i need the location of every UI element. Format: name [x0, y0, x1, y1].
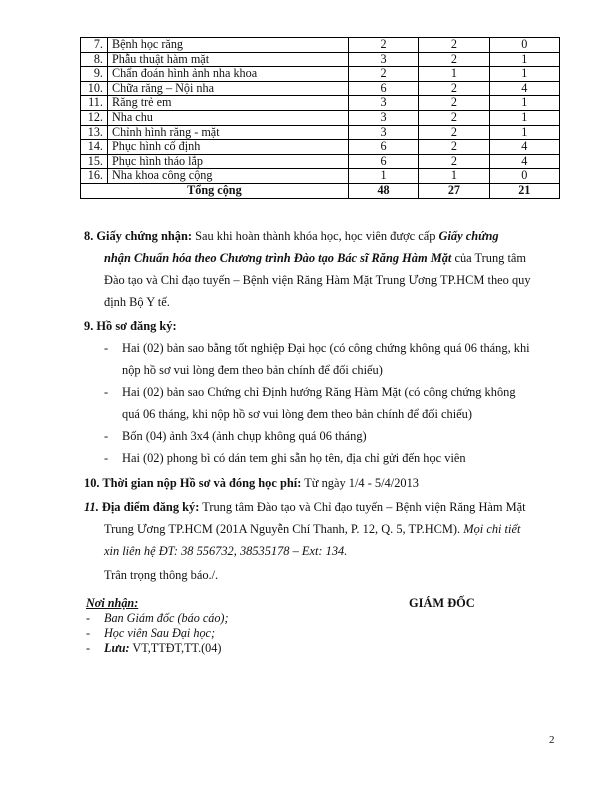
section-certificate — [84, 225, 560, 313]
list-item: - Bốn (04) ảnh 3x4 (ảnh chụp không quá 06 tháng) — [84, 425, 560, 447]
table-cell-c: 0 — [489, 38, 559, 53]
table-cell-b: 2 — [419, 52, 489, 67]
table-cell-b: 1 — [419, 67, 489, 82]
list-item: - Hai (02) phong bì có dán tem ghi sẵn họ tên, địa chỉ gửi đến học viên — [84, 447, 560, 469]
table-cell-c: 4 — [489, 81, 559, 96]
table-cell-a: 3 — [348, 125, 418, 140]
recipients-title: Nơi nhận: — [86, 596, 139, 610]
table-cell-c: 1 — [489, 67, 559, 82]
table-cell-a: 6 — [348, 81, 418, 96]
table-cell-no: 16. — [81, 169, 108, 184]
total-cell-b: 27 — [419, 183, 489, 198]
table-row — [81, 52, 560, 67]
recipients-block — [86, 596, 229, 656]
table-cell-no: 8. — [81, 52, 108, 67]
table-row — [81, 96, 560, 111]
table-row — [81, 67, 560, 82]
table-cell-c: 1 — [489, 52, 559, 67]
table-cell-a: 6 — [348, 154, 418, 169]
section-deadline: 10. Thời gian nộp Hồ sơ và đóng học phí: Từ ngày 1/4 - 5/4/2013 — [84, 476, 419, 490]
dash-bullet-icon: - — [104, 341, 109, 355]
table-cell-name: Chỉnh hình răng - mặt — [107, 125, 348, 140]
table-cell-c: 4 — [489, 154, 559, 169]
table-cell-no: 12. — [81, 110, 108, 125]
list-item: - Hai (02) bản sao Chứng chỉ Định hướng Răng Hàm Mặt (có công chứng không quá 06 tháng, khi nộp hồ sơ vui lòng đem theo bản chính để đối chiếu) — [84, 381, 560, 425]
page-number: 2 — [549, 734, 555, 746]
table-row — [81, 140, 560, 155]
list-item: - Hai (02) bản sao bằng tốt nghiệp Đại học (có công chứng không quá 06 tháng, khi nộp hồ sơ vui lòng đem theo bản chính để đối chiếu) — [84, 337, 560, 381]
table-row — [81, 169, 560, 184]
dash-bullet-icon: - — [104, 385, 109, 399]
table-cell-name: Bệnh học răng — [107, 38, 348, 53]
table-cell-name: Phục hình tháo lắp — [107, 154, 348, 169]
table-cell-c: 1 — [489, 110, 559, 125]
dash-bullet-icon: - — [104, 451, 109, 465]
closing-text: Trân trọng thông báo./. — [104, 568, 219, 582]
table-row — [81, 81, 560, 96]
table-cell-a: 6 — [348, 140, 418, 155]
director-title: GIÁM ĐỐC — [409, 596, 475, 610]
table-cell-no: 7. — [81, 38, 108, 53]
dash-bullet-icon: - — [104, 429, 109, 443]
table-row — [81, 125, 560, 140]
table-cell-a: 1 — [348, 169, 418, 184]
table-row — [81, 110, 560, 125]
dash-bullet-icon: - — [86, 611, 91, 625]
table-cell-a: 3 — [348, 110, 418, 125]
table-cell-b: 2 — [419, 110, 489, 125]
section-certificate-line-1: 8. Giấy chứng nhận: Sau khi hoàn thành khóa học, học viên được cấp Giấy chứng — [84, 229, 499, 243]
recipient-item: - Học viên Sau Đại học; — [86, 626, 216, 640]
total-cell-a: 48 — [348, 183, 418, 198]
table-cell-b: 2 — [419, 96, 489, 111]
table-cell-no: 13. — [81, 125, 108, 140]
table-total-row — [81, 183, 560, 198]
table-cell-b: 2 — [419, 140, 489, 155]
section-documents-title: 9. Hồ sơ đăng ký: — [84, 319, 177, 333]
table-cell-b: 2 — [419, 154, 489, 169]
section-certificate-line-4: định Bộ Y tế. — [104, 295, 170, 309]
table-cell-b: 2 — [419, 81, 489, 96]
table-cell-no: 10. — [81, 81, 108, 96]
table-row — [81, 154, 560, 169]
table-cell-a: 2 — [348, 67, 418, 82]
section-documents — [84, 315, 560, 469]
section-certificate-line-3: Đào tạo và Chỉ đạo tuyến – Bệnh viện Răng Hàm Mặt Trung Ương TP.HCM theo quy — [104, 273, 531, 287]
table-cell-name: Chẩn đoán hình ảnh nha khoa — [107, 67, 348, 82]
table-cell-b: 2 — [419, 38, 489, 53]
table-cell-name: Răng trẻ em — [107, 96, 348, 111]
table-cell-c: 0 — [489, 169, 559, 184]
table-cell-name: Chữa răng – Nội nha — [107, 81, 348, 96]
table-cell-name: Nha khoa công cộng — [107, 169, 348, 184]
table-cell-a: 3 — [348, 52, 418, 67]
table-cell-a: 2 — [348, 38, 418, 53]
table-cell-no: 14. — [81, 140, 108, 155]
table-cell-no: 11. — [81, 96, 108, 111]
table-cell-name: Phục hình cố định — [107, 140, 348, 155]
table-cell-b: 1 — [419, 169, 489, 184]
section-location: 11. Địa điểm đăng ký: Trung tâm Đào tạo và Chỉ đạo tuyến – Bệnh viện Răng Hàm Mặt Trung Ương TP.HCM (201A Nguyễn Chí Thanh, P. 12, Q. 5, TP.HCM). Mọi chi tiết xin liên hệ ĐT: 38 556732, 38535178 – Ext: 134. — [84, 500, 526, 558]
table-cell-a: 3 — [348, 96, 418, 111]
table-cell-c: 1 — [489, 125, 559, 140]
course-table — [80, 37, 560, 199]
table-cell-c: 1 — [489, 96, 559, 111]
table-cell-name: Phẫu thuật hàm mặt — [107, 52, 348, 67]
section-certificate-line-2: nhận Chuẩn hóa theo Chương trình Đào tạo Bác sĩ Răng Hàm Mặt của Trung tâm — [104, 251, 527, 265]
dash-bullet-icon: - — [86, 626, 91, 640]
table-cell-b: 2 — [419, 125, 489, 140]
document-list — [84, 337, 560, 469]
recipient-item: - Lưu: VT,TTĐT,TT.(04) — [86, 641, 222, 655]
total-cell-c: 21 — [489, 183, 559, 198]
table-cell-no: 15. — [81, 154, 108, 169]
table-row — [81, 38, 560, 53]
table-cell-c: 4 — [489, 140, 559, 155]
table-cell-no: 9. — [81, 67, 108, 82]
total-label: Tổng cộng — [81, 183, 349, 198]
dash-bullet-icon: - — [86, 641, 91, 655]
recipient-item: - Ban Giám đốc (báo cáo); — [86, 611, 229, 625]
table-cell-name: Nha chu — [107, 110, 348, 125]
